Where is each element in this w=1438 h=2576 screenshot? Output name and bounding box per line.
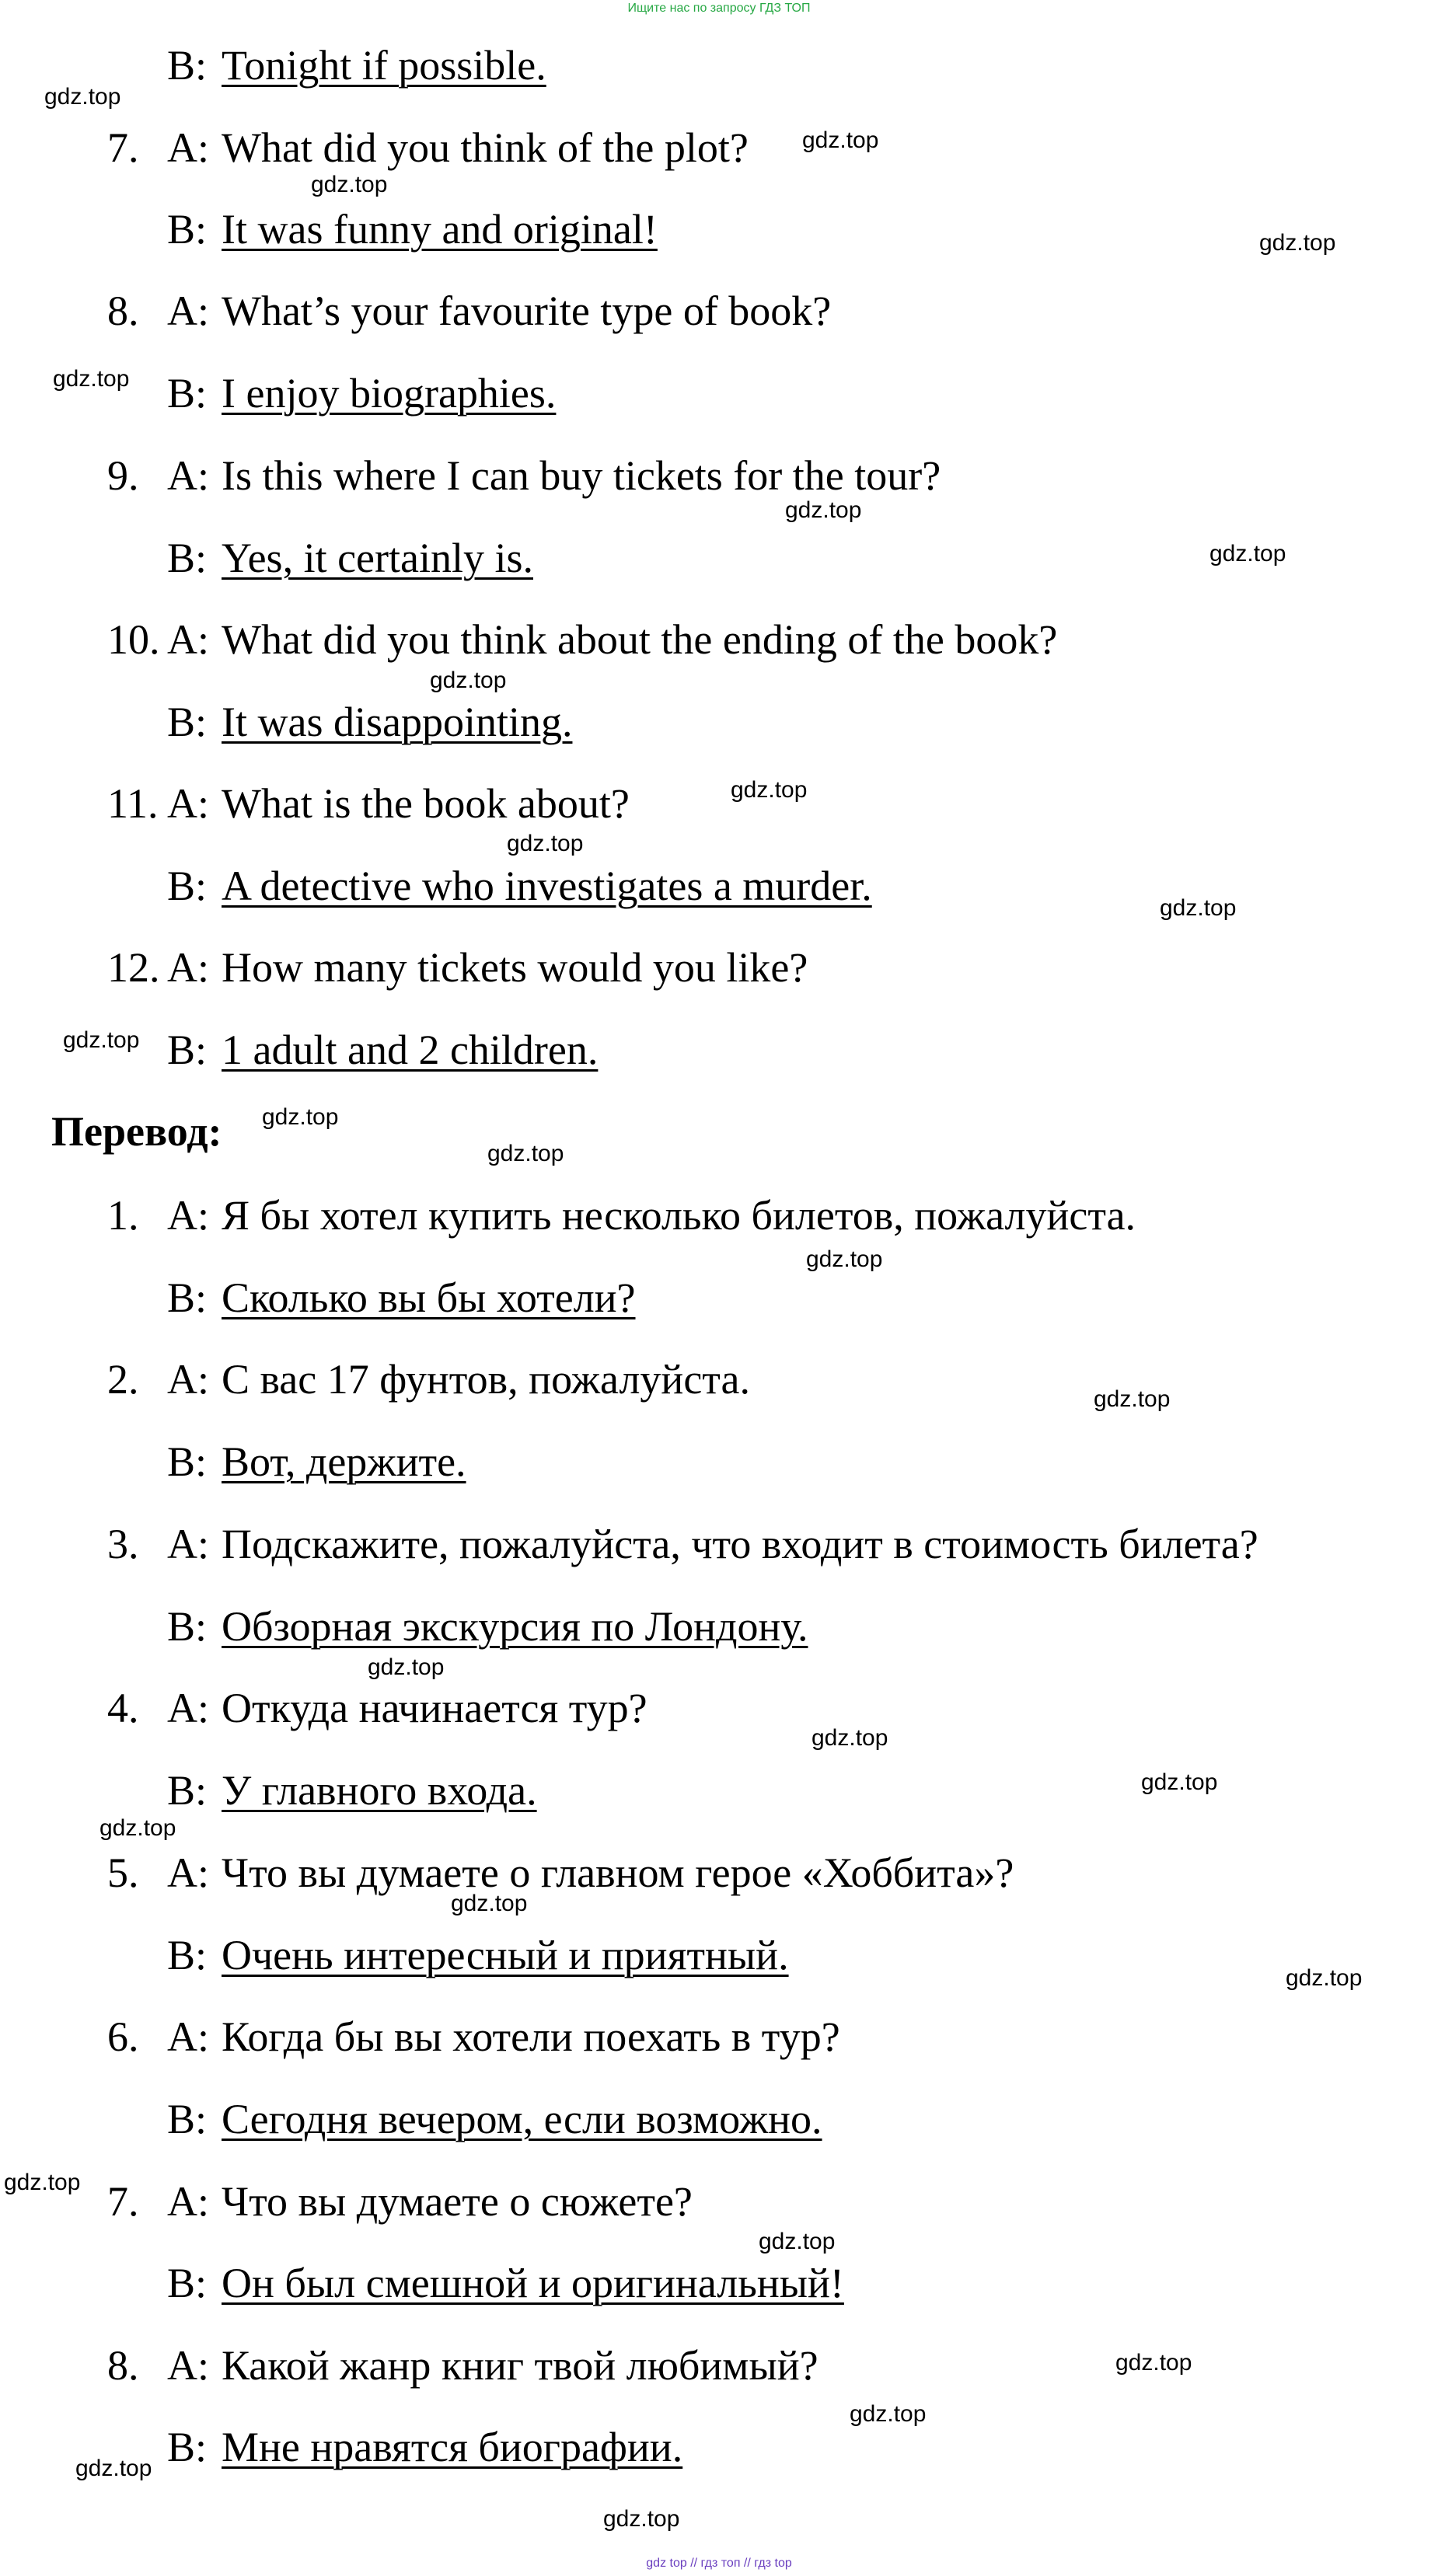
answer-text: A detective who investigates a murder. xyxy=(222,863,872,909)
speaker-b: B: xyxy=(167,535,208,581)
item-number: 8. xyxy=(107,288,139,334)
watermark: gdz.top xyxy=(430,668,507,693)
speaker-b: B: xyxy=(167,1932,208,1978)
item-number: 9. xyxy=(107,452,139,499)
question-text: Когда бы вы хотели поехать в тур? xyxy=(222,2013,840,2060)
speaker-b: B: xyxy=(167,1603,208,1650)
dialogue-line xyxy=(0,2013,1438,2060)
watermark: gdz.top xyxy=(806,1246,883,1272)
watermark: gdz.top xyxy=(1286,1965,1363,1991)
dialogue-line xyxy=(0,780,1438,827)
watermark: gdz.top xyxy=(53,366,130,392)
question-text: Что вы думаете о сюжете? xyxy=(222,2178,693,2225)
speaker-a: A: xyxy=(167,1685,209,1731)
answer-text: Очень интересный и приятный. xyxy=(222,1932,789,1978)
speaker-b: B: xyxy=(167,1027,208,1073)
watermark: gdz.top xyxy=(99,1815,176,1841)
item-number: 5. xyxy=(107,1849,139,1896)
speaker-a: A: xyxy=(167,288,209,334)
dialogue-line xyxy=(0,616,1438,663)
speaker-a: A: xyxy=(167,1849,209,1896)
question-text: С вас 17 фунтов, пожалуйста. xyxy=(222,1356,751,1403)
watermark: gdz.top xyxy=(1209,541,1286,566)
dialogue-line xyxy=(0,2260,1438,2306)
item-number: 4. xyxy=(107,1685,139,1731)
dialogue-line xyxy=(0,944,1438,991)
question-text: What did you think about the ending of the book? xyxy=(222,616,1058,663)
item-number: 8. xyxy=(107,2342,139,2389)
answer-text: 1 adult and 2 children. xyxy=(222,1027,599,1073)
item-number: 3. xyxy=(107,1521,139,1567)
answer-text: Обзорная экскурсия по Лондону. xyxy=(222,1603,808,1650)
speaker-a: A: xyxy=(167,616,209,663)
speaker-a: A: xyxy=(167,2013,209,2060)
answer-text: Сегодня вечером, если возможно. xyxy=(222,2096,822,2142)
question-text: What did you think of the plot? xyxy=(222,124,749,171)
answer-text: It was funny and original! xyxy=(222,206,658,253)
watermark: gdz.top xyxy=(1115,2350,1192,2376)
question-text: Откуда начинается тур? xyxy=(222,1685,647,1731)
answer-text: It was disappointing. xyxy=(222,699,573,745)
dialogue-line xyxy=(0,124,1438,171)
speaker-b: B: xyxy=(167,2260,208,2306)
watermark: gdz.top xyxy=(368,1654,445,1680)
speaker-a: A: xyxy=(167,780,209,827)
watermark: gdz.top xyxy=(759,2229,836,2254)
dialogue-line xyxy=(0,1521,1438,1567)
dialogue-line xyxy=(0,370,1438,417)
speaker-a: A: xyxy=(167,2178,209,2225)
watermark: gdz.top xyxy=(802,127,879,153)
watermark: gdz.top xyxy=(4,2170,81,2195)
speaker-b: B: xyxy=(167,206,208,253)
watermark: gdz.top xyxy=(63,1027,140,1053)
dialogue-line xyxy=(0,2096,1438,2142)
watermark: gdz.top xyxy=(44,84,121,110)
question-text: Подскажите, пожалуйста, что входит в стоимость билета? xyxy=(222,1521,1258,1567)
item-number: 11. xyxy=(107,780,159,827)
top-banner: Ищите нас по запросу ГДЗ ТОП xyxy=(627,2,811,15)
speaker-b: B: xyxy=(167,699,208,745)
speaker-a: A: xyxy=(167,1521,209,1567)
speaker-b: B: xyxy=(167,1274,208,1321)
item-number: 7. xyxy=(107,2178,139,2225)
item-number: 7. xyxy=(107,124,139,171)
dialogue-line xyxy=(0,2342,1438,2389)
watermark: gdz.top xyxy=(75,2456,152,2481)
answer-text: Yes, it certainly is. xyxy=(222,535,533,581)
dialogue-line xyxy=(0,1027,1438,1073)
speaker-a: A: xyxy=(167,124,209,171)
watermark: gdz.top xyxy=(451,1891,528,1916)
item-number: 10. xyxy=(107,616,160,663)
watermark: gdz.top xyxy=(731,777,808,803)
question-text: What’s your favourite type of book? xyxy=(222,288,832,334)
watermark: gdz.top xyxy=(785,497,862,523)
question-text: Is this where I can buy tickets for the tour? xyxy=(222,452,941,499)
question-text: What is the book about? xyxy=(222,780,630,827)
speaker-b: B: xyxy=(167,42,208,89)
watermark: gdz.top xyxy=(603,2506,680,2532)
question-text: How many tickets would you like? xyxy=(222,944,808,991)
speaker-b: B: xyxy=(167,370,208,417)
watermark: gdz.top xyxy=(507,831,584,856)
watermark: gdz.top xyxy=(1141,1769,1218,1795)
dialogue-line xyxy=(0,2424,1438,2470)
watermark: gdz.top xyxy=(487,1141,564,1166)
item-number: 1. xyxy=(107,1192,139,1239)
section-heading: Перевод: xyxy=(51,1108,222,1155)
speaker-b: B: xyxy=(167,2424,208,2470)
dialogue-line xyxy=(0,1603,1438,1650)
watermark: gdz.top xyxy=(1259,230,1336,256)
item-number: 2. xyxy=(107,1356,139,1403)
dialogue-line xyxy=(0,2178,1438,2225)
dialogue-line xyxy=(0,1932,1438,1978)
dialogue-line xyxy=(0,288,1438,334)
watermark: gdz.top xyxy=(1160,895,1237,921)
answer-text: Мне нравятся биографии. xyxy=(222,2424,683,2470)
speaker-b: B: xyxy=(167,2096,208,2142)
speaker-a: A: xyxy=(167,452,209,499)
watermark: gdz.top xyxy=(262,1104,339,1130)
dialogue-line xyxy=(0,1192,1438,1239)
speaker-a: A: xyxy=(167,2342,209,2389)
answer-text: У главного входа. xyxy=(222,1767,537,1814)
speaker-a: A: xyxy=(167,944,209,991)
dialogue-line xyxy=(0,1685,1438,1731)
dialogue-line xyxy=(0,42,1438,89)
dialogue-line xyxy=(0,1356,1438,1403)
answer-text: Tonight if possible. xyxy=(222,42,546,89)
answer-text: Сколько вы бы хотели? xyxy=(222,1274,636,1321)
answer-text: I enjoy biographies. xyxy=(222,370,557,417)
question-text: Какой жанр книг твой любимый? xyxy=(222,2342,818,2389)
dialogue-line xyxy=(0,699,1438,745)
dialogue-line xyxy=(0,452,1438,499)
question-text: Я бы хотел купить несколько билетов, пожалуйста. xyxy=(222,1192,1136,1239)
speaker-b: B: xyxy=(167,1438,208,1485)
watermark: gdz.top xyxy=(311,172,388,197)
dialogue-line xyxy=(0,1849,1438,1896)
watermark: gdz.top xyxy=(811,1725,888,1751)
dialogue-line xyxy=(0,1274,1438,1321)
speaker-b: B: xyxy=(167,863,208,909)
question-text: Что вы думаете о главном герое «Хоббита»? xyxy=(222,1849,1014,1896)
item-number: 12. xyxy=(107,944,160,991)
item-number: 6. xyxy=(107,2013,139,2060)
dialogue-line xyxy=(0,1767,1438,1814)
speaker-a: A: xyxy=(167,1356,209,1403)
speaker-a: A: xyxy=(167,1192,209,1239)
speaker-b: B: xyxy=(167,1767,208,1814)
bottom-banner: gdz top // гдз топ // гдз top xyxy=(646,2557,792,2570)
dialogue-line xyxy=(0,1438,1438,1485)
answer-text: Вот, держите. xyxy=(222,1438,466,1485)
watermark: gdz.top xyxy=(1094,1386,1171,1412)
watermark: gdz.top xyxy=(850,2401,927,2427)
dialogue-line xyxy=(0,206,1438,253)
answer-text: Он был смешной и оригинальный! xyxy=(222,2260,844,2306)
